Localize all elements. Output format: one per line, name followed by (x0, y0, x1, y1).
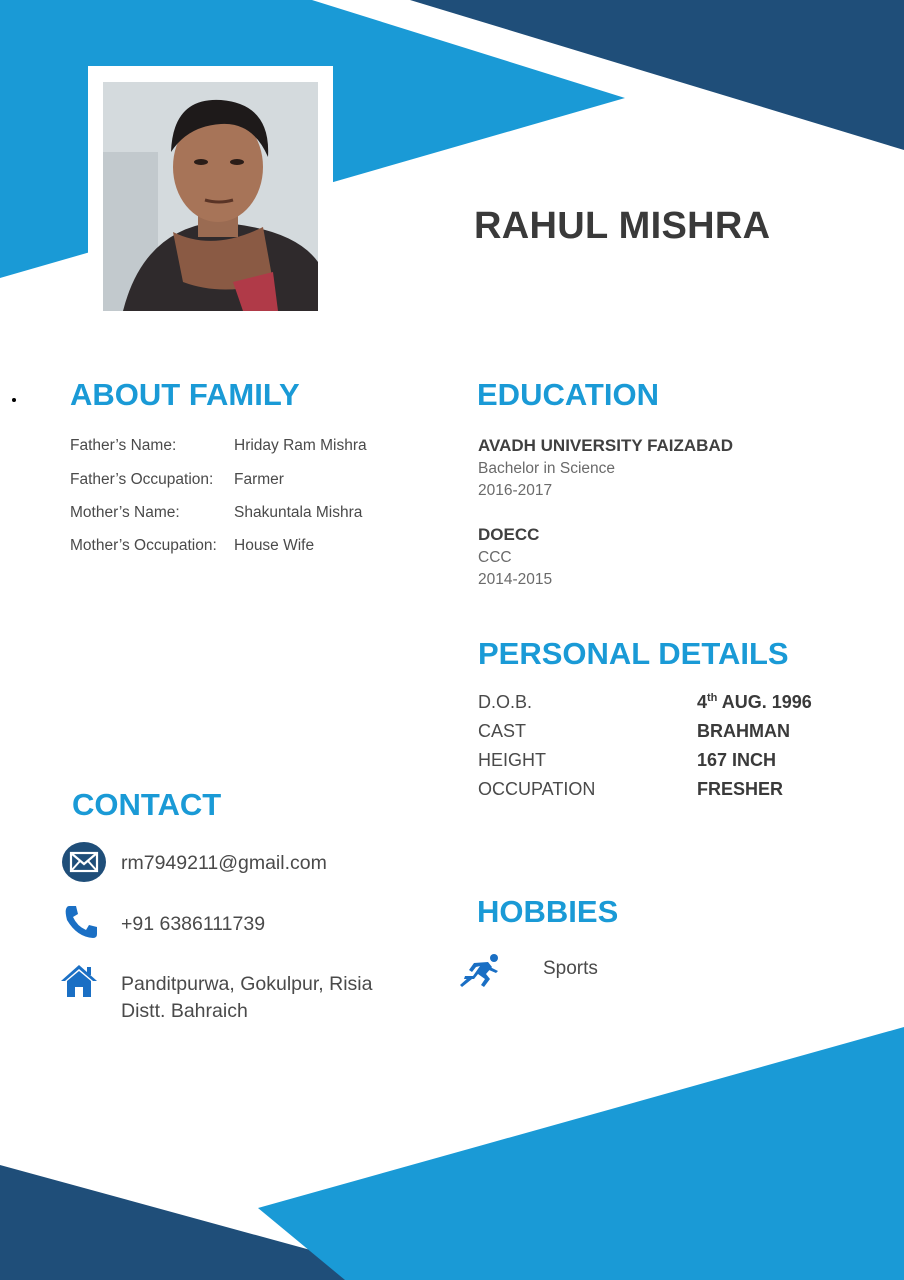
height-label: HEIGHT (478, 750, 547, 770)
education-institution: DOECC (478, 525, 540, 544)
family-row-value: House Wife (234, 537, 315, 554)
occupation-label: OCCUPATION (478, 779, 596, 799)
contact-address-line2: Distt. Bahraich (121, 1000, 248, 1022)
personal-details-heading: PERSONAL DETAILS (478, 636, 789, 671)
family-row-label: Mother’s Name: (70, 504, 180, 521)
email-icon (62, 842, 106, 882)
dob-label: D.O.B. (478, 692, 533, 712)
cast-label: CAST (478, 721, 527, 741)
dob-value (697, 692, 812, 713)
dob-suffix: th (707, 692, 718, 704)
contact-phone[interactable]: +91 6386111739 (121, 913, 266, 935)
family-row-label: Father’s Occupation: (70, 471, 214, 488)
contact-email[interactable]: rm7949211@gmail.com (121, 852, 327, 874)
education-institution: AVADH UNIVERSITY FAIZABAD (478, 436, 734, 455)
about-family-heading: ABOUT FAMILY (70, 377, 300, 412)
education-degree: CCC (478, 549, 512, 566)
family-row-value: Farmer (234, 471, 284, 488)
height-value: 167 INCH (697, 750, 777, 770)
education-heading: EDUCATION (477, 377, 659, 412)
bottom-right-blue-shape (258, 1027, 904, 1280)
hobby-item: Sports (543, 958, 598, 979)
family-row-label: Father’s Name: (70, 437, 177, 454)
family-row-value: Shakuntala Mishra (234, 504, 363, 521)
contact-address-line1: Panditpurwa, Gokulpur, Risia (121, 973, 373, 995)
education-years: 2016-2017 (478, 482, 553, 499)
hobbies-heading: HOBBIES (477, 894, 619, 929)
family-row-value: Hriday Ram Mishra (234, 437, 367, 454)
runner-icon (460, 953, 502, 989)
phone-icon (63, 904, 99, 940)
dob-rest: AUG. 1996 (717, 692, 812, 712)
bullet-dot (12, 398, 16, 402)
occupation-value: FRESHER (697, 779, 784, 799)
family-row-label: Mother’s Occupation: (70, 537, 217, 554)
education-degree: Bachelor in Science (478, 460, 615, 477)
home-icon (60, 963, 98, 999)
education-years: 2014-2015 (478, 571, 553, 588)
profile-photo (103, 82, 318, 311)
candidate-name: RAHUL MISHRA (474, 205, 771, 247)
contact-heading: CONTACT (72, 787, 222, 822)
cast-value: BRAHMAN (697, 721, 790, 741)
dob-day: 4 (697, 692, 708, 712)
